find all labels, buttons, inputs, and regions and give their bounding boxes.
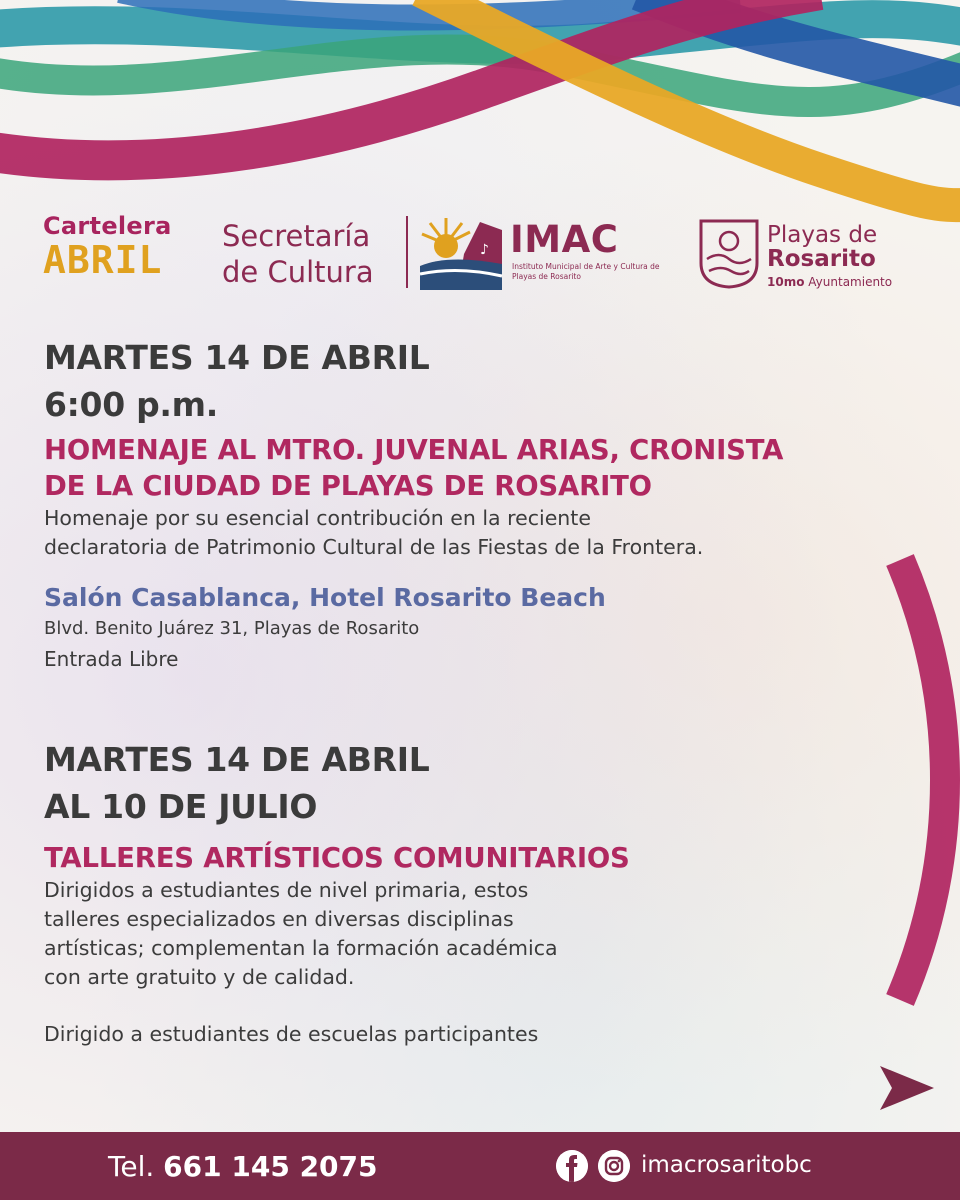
event-title (44, 432, 904, 504)
event-description-line: Dirigidos a estudiantes de nivel primaria, estos (44, 878, 529, 902)
playas-rosarito-shield-logo (697, 217, 761, 289)
cartelera-logo (43, 212, 172, 282)
imac-subtitle: Instituto Municipal de Arte y Cultura de Playas de Rosarito (512, 262, 660, 281)
playas-line1: Playas de (767, 222, 878, 248)
logo-divider (406, 216, 408, 288)
tel-prefix: Tel. (108, 1150, 155, 1183)
event-list (44, 334, 904, 1046)
tel-number: 661 145 2075 (163, 1150, 378, 1183)
secretaria-line1: Secretaría (222, 219, 371, 253)
cartelera-label: Cartelera (43, 212, 172, 240)
event-time: 6:00 p.m. (44, 385, 218, 424)
social-handle[interactable]: imacrosaritobc (641, 1152, 812, 1178)
playas-line2: Rosarito (767, 246, 876, 272)
event-title: TALLERES ARTÍSTICOS COMUNITARIOS (44, 842, 630, 874)
event-2 (44, 736, 904, 1046)
event-entry: Entrada Libre (44, 647, 179, 671)
event-spacer (44, 674, 904, 736)
event-description-line: con arte gratuito y de calidad. (44, 965, 355, 989)
footer-bar (0, 1132, 960, 1200)
secretaria-line2: de Cultura (222, 255, 374, 289)
event-title-line: HOMENAJE AL MTRO. JUVENAL ARIAS, CRONISTA (44, 434, 784, 466)
month-label: ABRIL (43, 238, 163, 282)
facebook-icon[interactable] (556, 1150, 588, 1182)
ayuntamiento-number: 10mo (767, 275, 805, 289)
event-description-line: declaratoria de Patrimonio Cultural de las Fiestas de la Frontera. (44, 535, 704, 559)
event-date: MARTES 14 DE ABRIL (44, 740, 430, 779)
ayuntamiento-text: Ayuntamiento (808, 275, 893, 289)
event-date-range-end: AL 10 DE JULIO (44, 787, 318, 826)
event-note: Dirigido a estudiantes de escuelas participantes (44, 1022, 539, 1046)
ayuntamiento-label (767, 275, 892, 289)
event-title-line: DE LA CIUDAD DE PLAYAS DE ROSARITO (44, 470, 652, 502)
event-address: Blvd. Benito Juárez 31, Playas de Rosarito (44, 618, 420, 639)
event-1 (44, 334, 904, 674)
event-description (44, 876, 904, 992)
imac-sun-logo (418, 214, 504, 290)
next-arrow-icon[interactable] (878, 1064, 936, 1112)
event-date: MARTES 14 DE ABRIL (44, 338, 430, 377)
instagram-icon[interactable] (598, 1150, 630, 1182)
svg-text:♪: ♪ (480, 242, 489, 258)
event-description (44, 504, 904, 562)
event-description-line: talleres especializados en diversas disciplinas (44, 907, 514, 931)
imac-title: IMAC (510, 218, 619, 261)
event-description-line: Homenaje por su esencial contribución en la reciente (44, 506, 591, 530)
event-description-line: artísticas; complementan la formación académica (44, 936, 558, 960)
secretaria-cultura-logo (222, 218, 374, 290)
phone-contact (108, 1150, 378, 1183)
event-venue: Salón Casablanca, Hotel Rosarito Beach (44, 583, 606, 612)
